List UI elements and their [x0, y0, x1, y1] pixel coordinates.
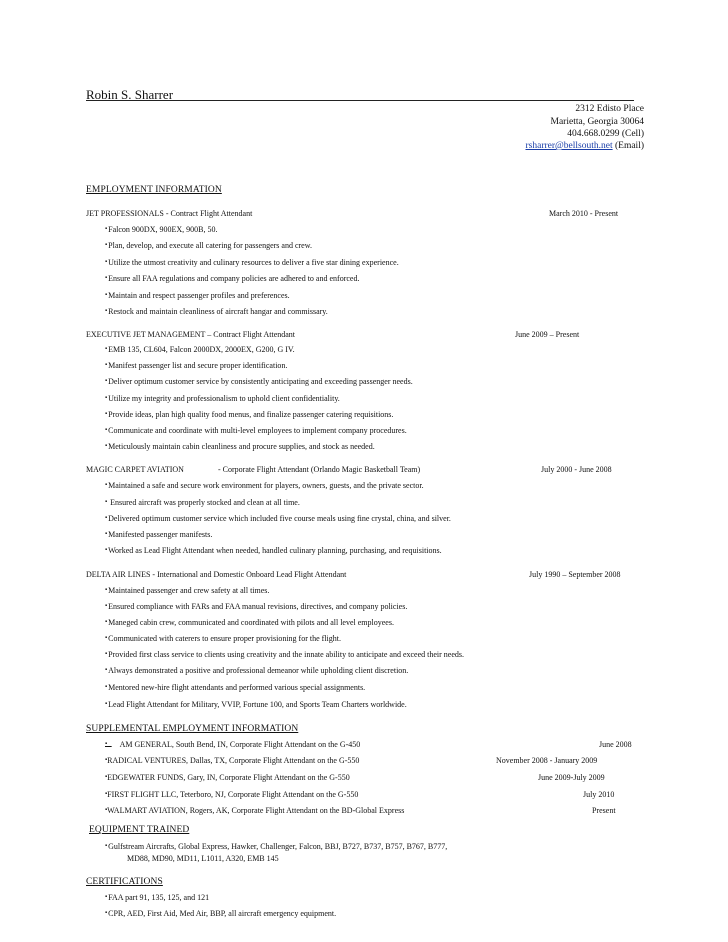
address-street: 2312 Edisto Place	[575, 104, 644, 114]
list-item: ▪Provided first class service to clients using creativity and the innate ability to anticipate and exceed their needs.	[105, 650, 465, 659]
job-title: DELTA AIR LINES - International and Domestic Onboard Lead Flight Attendant	[86, 570, 347, 579]
list-item: ▪Manifest passenger list and secure proper identification.	[105, 361, 288, 370]
job-dates: July 1990 – September 2008	[529, 570, 621, 579]
supplemental-dates: June 2008	[599, 740, 632, 749]
job-title: JET PROFESSIONALS - Contract Flight Attendant	[86, 209, 253, 218]
list-item: ▪CPR, AED, First Aid, Med Air, BBP, all aircraft emergency equipment.	[105, 909, 337, 918]
list-item: ▪Communicated with caterers to ensure proper provisioning for the flight.	[105, 634, 341, 643]
list-item: ▪Mentored new-hire flight attendants and performed various special assignments.	[105, 683, 366, 692]
email-link[interactable]: rsharrer@bellsouth.net	[525, 141, 613, 151]
supplemental-dates: Present	[592, 806, 616, 815]
supplemental-dates: June 2009-July 2009	[538, 773, 605, 782]
list-item: ▪Maintained passenger and crew safety at all times.	[105, 586, 270, 595]
supplemental-item: ▪EDGEWATER FUNDS, Gary, IN, Corporate Flight Attendant on the G-550	[105, 773, 350, 782]
list-item: ▪Utilize the utmost creativity and culinary resources to deliver a five star dining experience.	[105, 258, 399, 267]
list-item: ▪Provide ideas, plan high quality food menus, and finalize passenger catering requisitions.	[105, 410, 394, 419]
supplemental-dates: November 2008 - January 2009	[496, 756, 598, 765]
section-supplemental: SUPPLEMENTAL EMPLOYMENT INFORMATION	[86, 724, 299, 734]
list-item: ▪Gulfstream Aircrafts, Global Express, Hawker, Challenger, Falcon, BBJ, B727, B737, B757, B767, B777,	[105, 842, 448, 851]
list-item: ▪Ensured compliance with FARs and FAA manual revisions, directives, and company policies.	[105, 602, 408, 611]
list-item: ▪Maintained a safe and secure work environment for players, owners, guests, and the private sector.	[105, 481, 424, 490]
job-dates: March 2010 - Present	[549, 209, 619, 218]
list-item: ▪Maintain and respect passenger profiles and preferences.	[105, 291, 290, 300]
list-item: ▪Ensure all FAA regulations and company policies are adhered to and enforced.	[105, 274, 360, 283]
supplemental-item: ▪RADICAL VENTURES, Dallas, TX, Corporate Flight Attendant on the G-550	[105, 756, 360, 765]
resume-name: Robin S. Sharrer	[86, 87, 174, 102]
list-item: ▪Deliver optimum customer service by consistently anticipating and exceeding passenger needs.	[105, 377, 413, 386]
header-rule	[86, 100, 634, 101]
address-city: Marietta, Georgia 30064	[550, 117, 644, 127]
job-title: EXECUTIVE JET MANAGEMENT – Contract Flight Attendant	[86, 330, 296, 339]
supplemental-item: ▪ AM GENERAL, South Bend, IN, Corporate Flight Attendant on the G-450	[105, 740, 361, 749]
section-equipment: EQUIPMENT TRAINED	[89, 825, 190, 835]
list-item: ▪Lead Flight Attendant for Military, VVIP, Fortune 100, and Sports Team Charters worldwide.	[105, 700, 407, 709]
section-employment: EMPLOYMENT INFORMATION	[86, 185, 222, 195]
phone: 404.668.0299 (Cell)	[567, 129, 644, 139]
job-title-suffix: - Corporate Flight Attendant (Orlando Magic Basketball Team)	[218, 465, 421, 474]
list-item: ▪Manifested passenger manifests.	[105, 530, 213, 539]
section-certifications: CERTIFICATIONS	[86, 877, 163, 887]
list-item: ▪FAA part 91, 135, 125, and 121	[105, 893, 210, 902]
email-line	[526, 141, 645, 151]
list-item: ▪EMB 135, CL604, Falcon 2000DX, 2000EX, G200, G IV.	[105, 345, 295, 354]
list-item: ▪Plan, develop, and execute all catering for passengers and crew.	[105, 241, 312, 250]
list-item: ▪ Ensured aircraft was properly stocked and clean at all time.	[105, 498, 300, 507]
job-dates: July 2000 - June 2008	[541, 465, 612, 474]
email-suffix: (Email)	[612, 141, 644, 151]
list-item: ▪Meticulously maintain cabin cleanliness and procure supplies, and stock as needed.	[105, 442, 375, 451]
supplemental-dates: July 2010	[583, 790, 615, 799]
list-item: ▪Maneged cabin crew, communicated and coordinated with pilots and all level employees.	[105, 618, 394, 627]
job-dates: June 2009 – Present	[515, 330, 580, 339]
job-title: MAGIC CARPET AVIATION	[86, 465, 184, 474]
supplemental-item: ▪WALMART AVIATION, Rogers, AK, Corporate Flight Attendant on the BD-Global Express	[105, 806, 405, 815]
list-item: ▪Delivered optimum customer service which included five course meals using fine crystal, china, and silver.	[105, 514, 451, 523]
list-item-continued: MD88, MD90, MD11, L1011, A320, EMB 145	[127, 854, 279, 863]
list-item: ▪Communicate and coordinate with multi-level employees to implement company procedures.	[105, 426, 407, 435]
list-item: ▪Falcon 900DX, 900EX, 900B, 50.	[105, 225, 218, 234]
list-item: ▪Worked as Lead Flight Attendant when needed, handled culinary planning, purchasing, and requisitions.	[105, 546, 442, 555]
list-item: ▪Always demonstrated a positive and professional demeanor while upholding client discretion.	[105, 666, 409, 675]
supplemental-item: ▪FIRST FLIGHT LLC, Teterboro, NJ, Corporate Flight Attendant on the G-550	[105, 790, 359, 799]
list-item: ▪Utilize my integrity and professionalism to uphold client confidentiality.	[105, 394, 340, 403]
list-item: ▪Restock and maintain cleanliness of aircraft hangar and commissary.	[105, 307, 328, 316]
